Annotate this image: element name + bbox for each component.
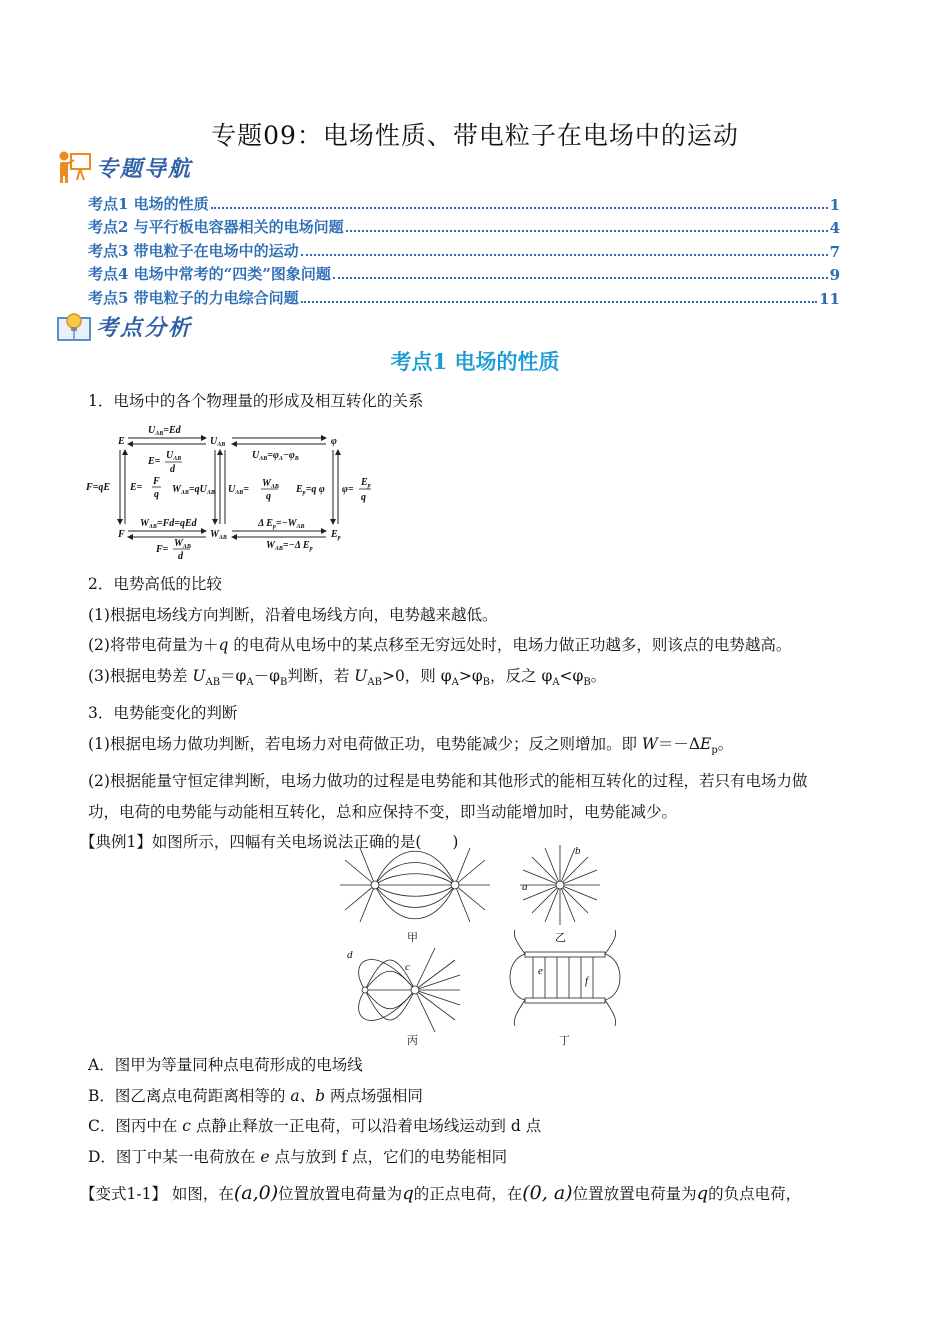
- paragraph: (2)根据能量守恒定律判断，电场力做功的过程是电势能和其他形式的能相互转化的过程，若只有电场力做: [88, 772, 808, 791]
- toc-item[interactable]: 考点3 带电粒子在电场中的运动 7: [88, 241, 840, 261]
- svg-text:丁: 丁: [559, 1035, 570, 1047]
- page-title: 专题09：电场性质、带电粒子在电场中的运动: [211, 121, 739, 150]
- svg-text:Ep=q φ: $E_p=q$ φ: [296, 484, 325, 496]
- paragraph: (1)根据电场力做功判断，若电场力对电荷做正功，电势能减少；反之则增加。即 $W=-\Delta E_p$。: [88, 734, 734, 756]
- svg-text:Δ Ep=−WAB: Δ $E_p=-W_{AB}$: [258, 518, 305, 530]
- teacher-board-icon: [56, 150, 92, 184]
- option-c[interactable]: C．图丙中在 c 点静止释放一正电荷，可以沿着电场线运动到 d 点: [88, 1117, 542, 1135]
- svg-text:E=: E=: [130, 482, 143, 493]
- svg-text:WAB: $W_{AB}$: [174, 538, 191, 550]
- svg-text:WAB=−Δ Ep: $W_{AB}=-\Delta$ $E_p$: [266, 540, 313, 552]
- field-lines-figure: [335, 840, 625, 1050]
- variant-question: 【变式1-1】 如图，在(a,0)位置放置电荷量为q的正点电荷，在(0, a)位置放置电荷量为q的负点电荷，: [80, 1182, 802, 1204]
- figure-jia: [340, 848, 490, 922]
- svg-text:UAB: $U_{AB}$: [166, 450, 182, 462]
- svg-text:WAB: $W_{AB}$: [262, 478, 279, 490]
- nav-banner-text: 专题导航: [96, 156, 193, 182]
- svg-text:Ep: $E_p$: [361, 477, 371, 489]
- option-d[interactable]: D．图丁中某一电荷放在 e 点与放到 f 点，它们的电势能相同: [88, 1147, 508, 1166]
- option-b[interactable]: B．图乙离点电荷距离相等的 a、b 两点场强相同: [88, 1086, 423, 1105]
- paragraph: 3．电势能变化的判断: [88, 704, 238, 723]
- toc-item[interactable]: 考点5 带电粒子的力电综合问题 11: [88, 288, 840, 308]
- option-a[interactable]: A．图甲为等量同种点电荷形成的电场线: [88, 1056, 363, 1074]
- toc-item[interactable]: 考点4 电场中常考的“四类”图象问题 9: [88, 265, 840, 284]
- section-body: [80, 569, 808, 858]
- table-of-contents: [88, 190, 840, 308]
- svg-text:F: F: [118, 529, 125, 540]
- paragraph: 1．电场中的各个物理量的形成及相互转化的关系: [88, 392, 424, 410]
- svg-text:f: f: [585, 975, 589, 987]
- svg-text:b: b: [575, 845, 581, 857]
- figure-yi: [520, 845, 600, 925]
- paragraph: 2．电势高低的比较: [88, 575, 222, 593]
- svg-text:d: d: [178, 551, 183, 560]
- paragraph: (3)根据电势差 $U_{AB}=\varphi_A-\varphi_B$判断，若 $U_{AB}>0$，则 $\varphi_A>\varphi_B$，反之 $\varphi_A<\varphi_B$。: [88, 666, 607, 688]
- svg-text:F=: F=: [156, 544, 169, 555]
- toc-item[interactable]: 考点1 电场的性质 1: [88, 194, 840, 214]
- lightbulb-book-icon: [56, 310, 92, 342]
- section-title: 考点1 电场的性质: [390, 349, 560, 374]
- analysis-banner-text: 考点分析: [96, 315, 193, 341]
- paragraph: (1)根据电场线方向判断，沿着电场线方向，电势越来越低。: [88, 605, 498, 624]
- svg-text:UAB=φA−φB: $U_{AB}=\varphi_A-\varphi_B$: [252, 450, 299, 462]
- svg-text:丙: 丙: [407, 1035, 418, 1047]
- svg-text:a: a: [522, 881, 528, 893]
- svg-text:E=: E=: [148, 456, 161, 467]
- svg-text:WAB=qUAB: $W_{AB}=qU_{AB}$: [172, 484, 215, 496]
- svg-text:F=qE: F=qE: [86, 482, 111, 493]
- svg-text:q: q: [154, 489, 159, 500]
- example-question: 【典例1】如图所示，四幅有关电场说法正确的是( ): [80, 833, 459, 852]
- svg-text:F: F: [153, 476, 160, 487]
- svg-text:甲: 甲: [407, 932, 418, 944]
- answer-options: [88, 1050, 541, 1172]
- svg-text:c: c: [405, 961, 410, 973]
- analysis-banner: [56, 310, 192, 342]
- svg-text:UAB=Ed: $U_{AB}=Ed$: [148, 425, 181, 437]
- svg-text:q: q: [266, 491, 271, 502]
- figure-ding: [510, 930, 620, 1026]
- quantity-relation-diagram: [86, 418, 386, 560]
- svg-text:WAB=Fd=qEd: $W_{AB}=Fd=qEd$: [140, 518, 197, 530]
- paragraph: 功，电荷的电势能与动能相互转化，总和应保持不变，即当动能增加时，电势能减少。: [88, 802, 678, 821]
- svg-text:φ: φ: [331, 436, 337, 447]
- svg-text:d: d: [347, 949, 353, 961]
- svg-text:Ep: $E_p$: [331, 529, 341, 541]
- svg-text:WAB: $W_{AB}$: [210, 529, 227, 541]
- svg-text:UAB: $U_{AB}$: [210, 436, 226, 448]
- svg-text:d: d: [170, 464, 175, 475]
- svg-text:UAB=: $U_{AB}=$: [228, 484, 249, 496]
- svg-text:φ=: φ=: [342, 484, 354, 495]
- paragraph: (2)将带电荷量为＋q 的电荷从电场中的某点移至无穷远处时，电场力做正功越多，则该点的电势越高。: [88, 636, 792, 654]
- svg-text:E: E: [118, 436, 125, 447]
- svg-text:e: e: [538, 965, 543, 977]
- svg-text:乙: 乙: [555, 932, 566, 944]
- toc-item[interactable]: 考点2 与平行板电容器相关的电场问题 4: [88, 218, 840, 237]
- svg-text:q: q: [361, 492, 366, 503]
- nav-banner: [56, 150, 192, 184]
